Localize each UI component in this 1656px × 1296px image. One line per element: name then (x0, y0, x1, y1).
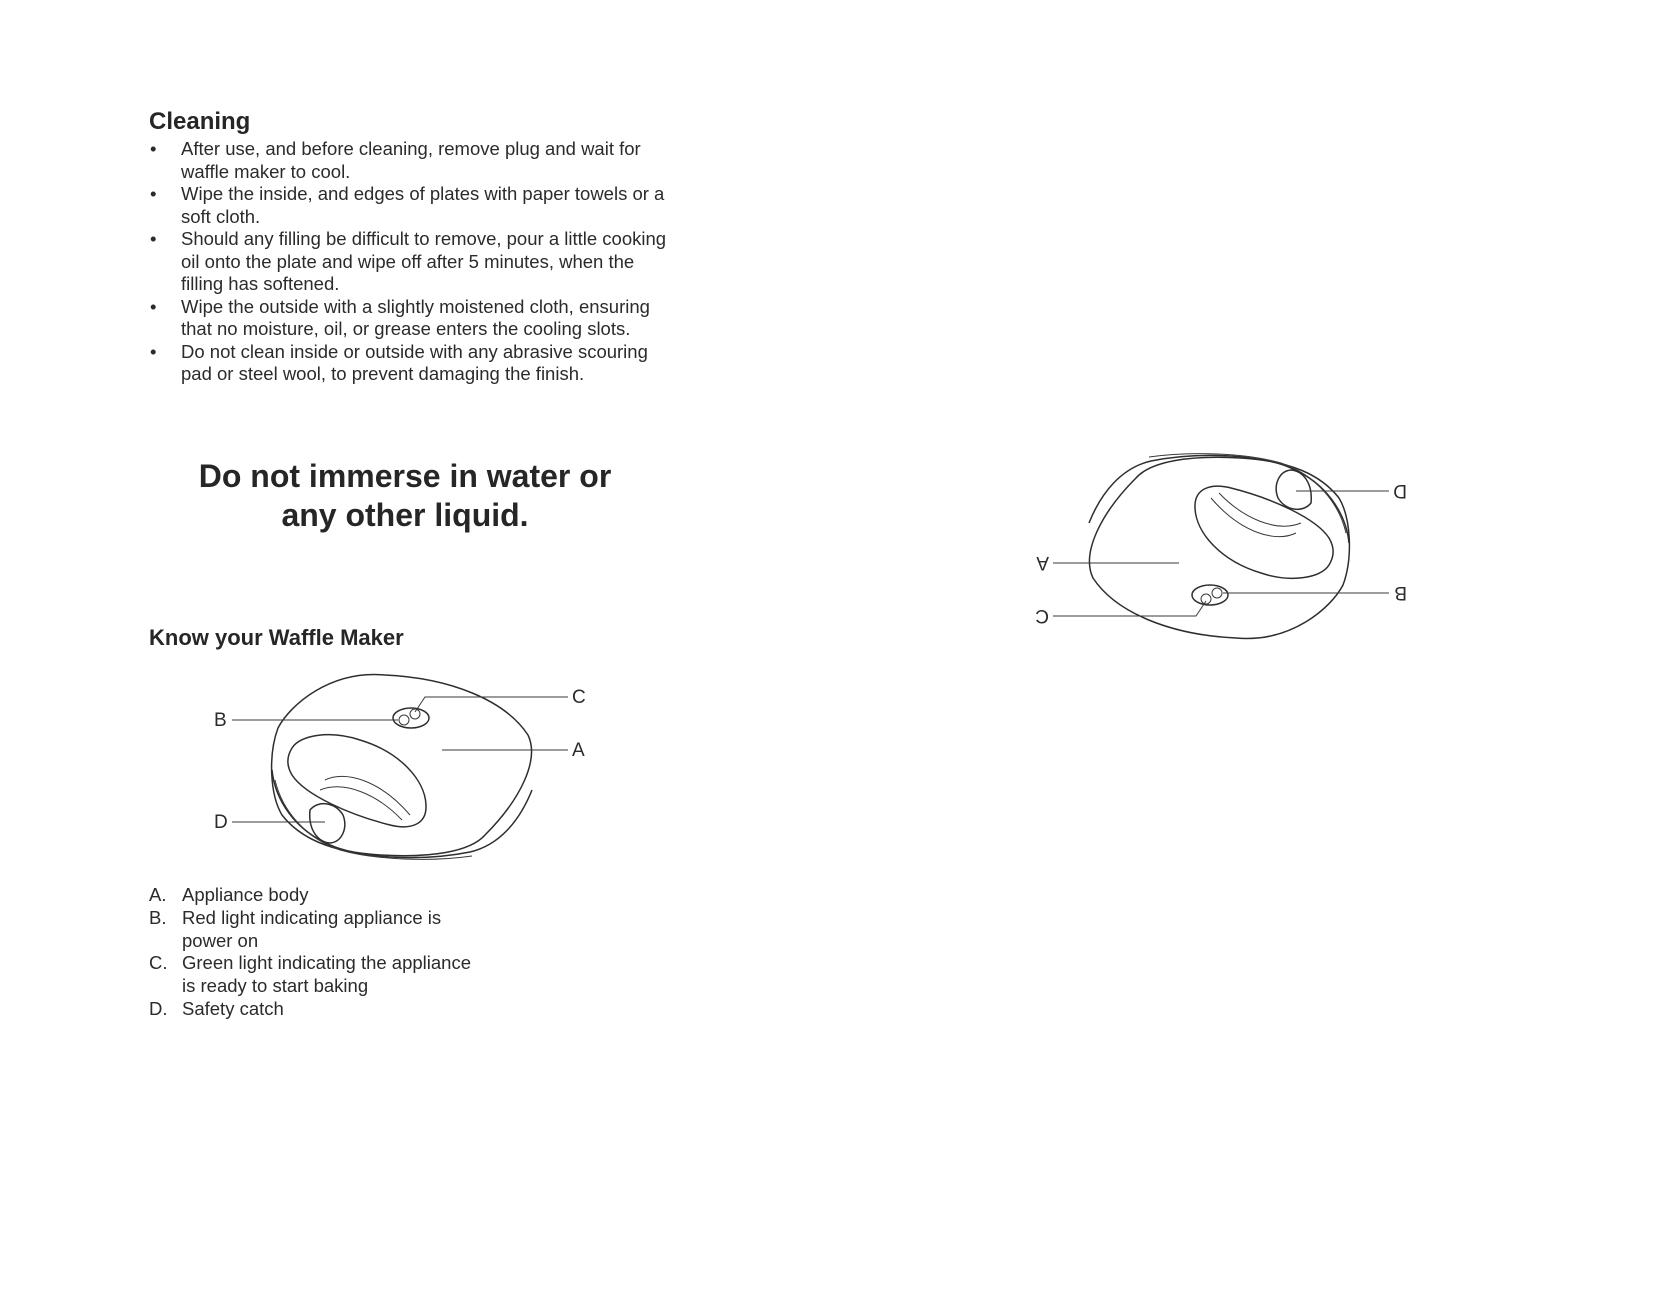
part-letter: B. (149, 906, 167, 928)
rotated-label-c: C (1035, 605, 1049, 626)
bullet: • (150, 138, 157, 159)
part-description: Safety catch (182, 997, 284, 1019)
rotated-green-light-icon (1201, 594, 1211, 604)
rotated-handle-recess (1195, 486, 1333, 578)
part-letter: A. (149, 884, 167, 905)
cleaning-item-text: Wipe the inside, and edges of plates with paper towels or a soft cloth. (181, 183, 665, 227)
rotated-label-b: B (1394, 582, 1407, 603)
rotated-red-light-icon (1212, 588, 1222, 598)
part-letter: C. (149, 952, 168, 974)
rotated-appliance-body-outline (1090, 457, 1350, 638)
label-c: C (572, 687, 586, 708)
cleaning-item-text: Do not clean inside or outside with any abrasive scouring pad or steel wool, to prevent damaging the finish. (181, 340, 648, 384)
part-letter: D. (149, 997, 168, 1019)
part-description: Red light indicating appliance is power on (182, 906, 442, 951)
rotated-label-a: A (1036, 552, 1049, 573)
bullet: • (150, 183, 157, 204)
label-b: B (214, 710, 227, 731)
warning-line-2: any other liquid. (281, 497, 529, 533)
bullet: • (150, 228, 157, 249)
label-d: D (214, 812, 228, 833)
cleaning-item-text: After use, and before cleaning, remove plug and wait for waffle maker to cool. (181, 138, 641, 182)
cleaning-item-text: Wipe the outside with a slightly moistened cloth, ensuring that no moisture, oil, or grease enters the cooling slots. (181, 295, 650, 339)
rotated-handle-groove-2 (1219, 493, 1301, 526)
label-a: A (572, 740, 585, 761)
know-your-waffle-maker-heading: Know your Waffle Maker (149, 625, 404, 650)
bullet: • (150, 340, 157, 362)
rotated-waffle-maker-group (1035, 454, 1407, 639)
warning-line-1: Do not immerse in water or (198, 458, 612, 494)
cleaning-heading: Cleaning (149, 108, 251, 135)
rotated-label-d: D (1393, 480, 1407, 501)
rotated-leader-line-c (1053, 601, 1206, 616)
part-description: Green light indicating the appliance is ready to start baking (182, 952, 471, 997)
part-description: Appliance body (182, 884, 309, 905)
bullet: • (150, 295, 157, 317)
rotated-appliance-base-rim (1089, 455, 1349, 543)
cleaning-item-text: Should any filling be difficult to remove, pour a little cooking oil onto the plate and wipe off after 5 minutes, when the filling has softened. (181, 228, 667, 294)
